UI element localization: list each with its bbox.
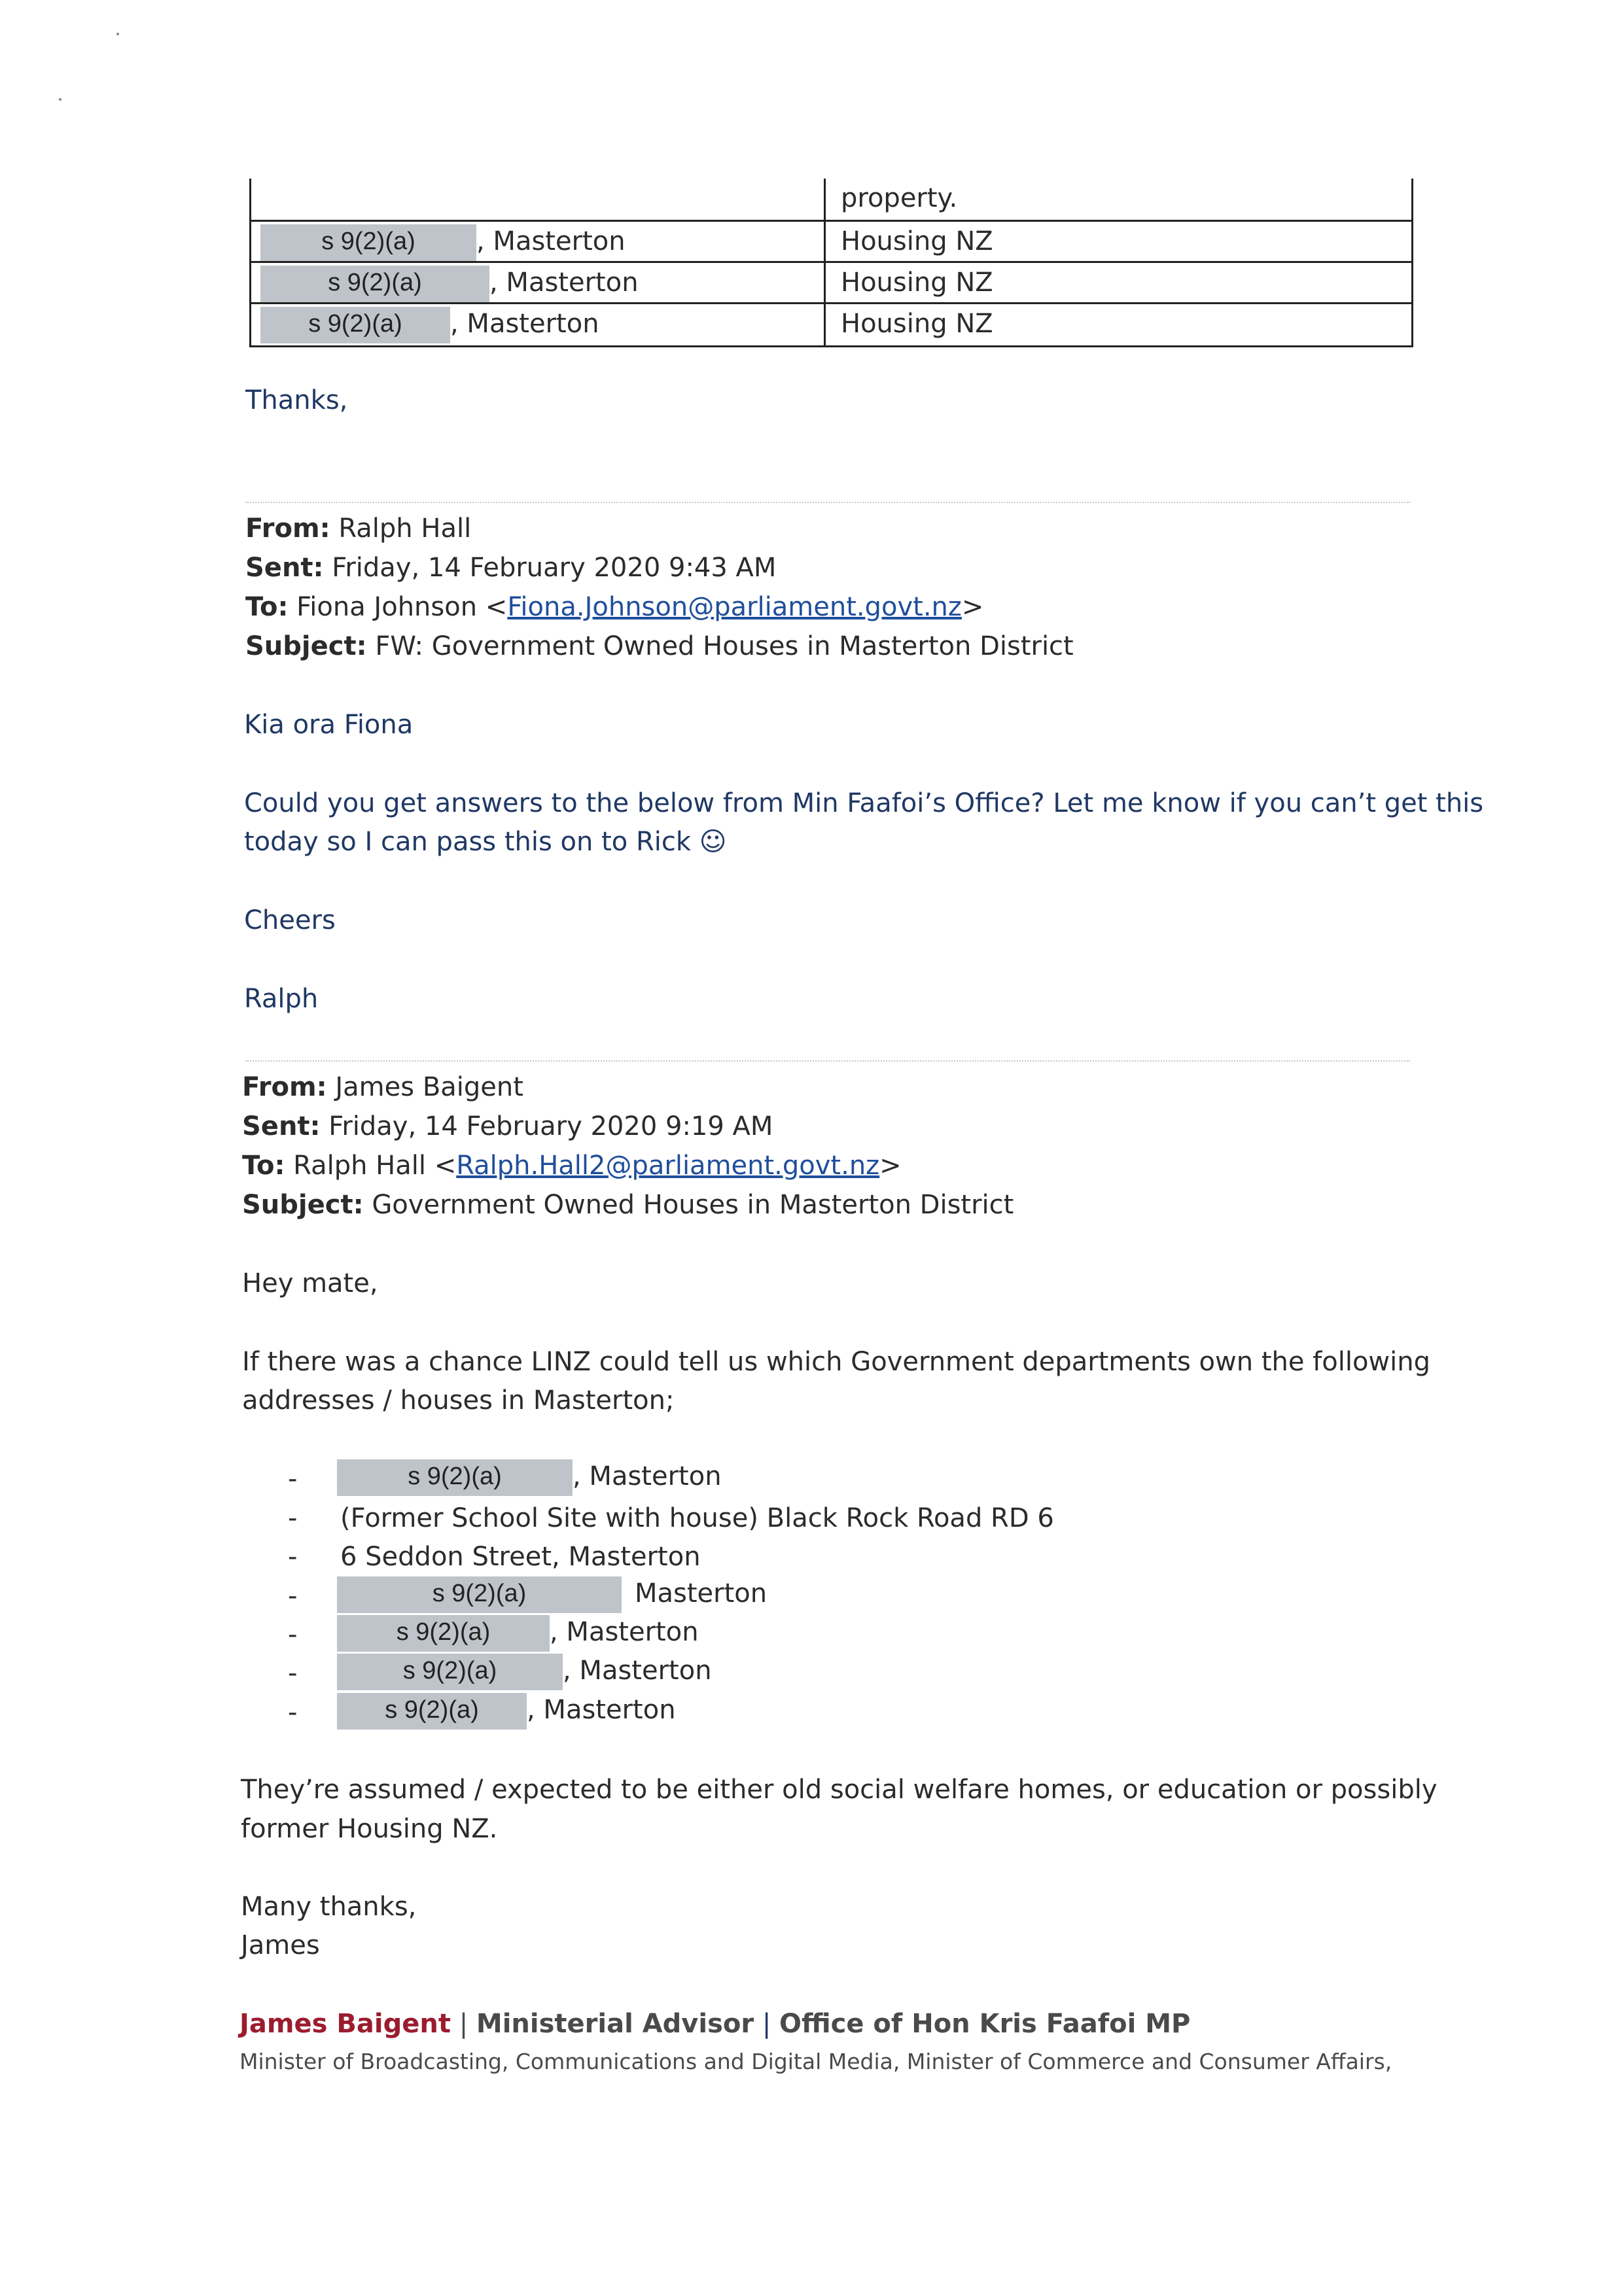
subject-label: Subject: [245,631,367,661]
sent-value: Friday, 14 February 2020 9:43 AM [332,553,777,583]
addresses-table [249,179,1413,347]
signature-divider: | [762,2009,771,2039]
table-cell-address [260,263,639,302]
subject-value: Government Owned Houses in Masterton District [372,1190,1014,1220]
redaction-box: s 9(2)(a) [337,1615,550,1652]
to-label: To: [245,592,289,622]
signature-office: Office of Hon Kris Faafoi MP [779,2009,1191,2039]
address-text: , Masterton [527,1695,676,1725]
table-cell-address [260,222,626,261]
address-suffix: , Masterton [450,309,599,339]
redaction-box: s 9(2)(a) [337,1459,573,1496]
address-suffix: , Masterton [489,268,639,298]
redaction-box: s 9(2)(a) [260,307,450,343]
table-cell-owner: Housing NZ [841,226,993,256]
list-bullet: - [288,1464,298,1494]
to-close: > [879,1151,902,1181]
from-value: Ralph Hall [338,513,472,544]
email1-signoff: Ralph [244,984,319,1014]
signature-role: Ministerial Advisor [476,2009,754,2039]
from-label: From: [245,513,330,544]
sent-label: Sent: [242,1111,321,1141]
list-bullet: - [288,1658,298,1688]
address-text: , Masterton [563,1656,712,1686]
list-item [337,1457,722,1496]
email2-thanks: Many thanks, [241,1892,417,1922]
email1-sent-row [245,548,776,587]
list-bullet: - [288,1620,298,1650]
address-text: , Masterton [573,1461,722,1491]
sent-label: Sent: [245,553,324,583]
email1-body-line: today so I can pass this on to Rick ☺ [244,827,727,857]
scan-speck [116,33,119,35]
email2-from-row [242,1068,523,1107]
email-separator [245,502,1410,503]
list-item: 6 Seddon Street, Masterton [340,1542,701,1572]
to-name: Fiona Johnson < [296,592,508,622]
to-name: Ralph Hall < [293,1151,457,1181]
email2-paragraph-line: former Housing NZ. [241,1814,498,1844]
list-item: (Former School Site with house) Black Rock Road RD 6 [340,1503,1054,1533]
email2-sent-row [242,1107,773,1146]
table-cell-address [260,304,599,343]
email1-body-line: Could you get answers to the below from Min Faafoi’s Office? Let me know if you can’t get this [244,788,1484,818]
email2-body-line: If there was a chance LINZ could tell us which Government departments own the following [242,1347,1430,1377]
email-signature [239,2004,1190,2044]
email2-to-row [242,1146,902,1185]
email2-paragraph-line: They’re assumed / expected to be either old social welfare homes, or education or possibly [241,1775,1438,1805]
email1-from-row [245,509,471,548]
email2-name: James [241,1930,320,1960]
list-item [337,1612,699,1652]
table-cell-owner: Housing NZ [841,268,993,298]
list-bullet: - [288,1581,298,1611]
to-email-link[interactable]: Ralph.Hall2@parliament.govt.nz [456,1151,880,1181]
signature-portfolios: Minister of Broadcasting, Communications and Digital Media, Minister of Commerce and Consumer Affairs, [239,2049,1392,2074]
sent-value: Friday, 14 February 2020 9:19 AM [328,1111,773,1141]
email1-subject-row [245,627,1074,666]
email1-greeting: Kia ora Fiona [244,710,414,740]
email2-body-line: addresses / houses in Masterton; [242,1385,675,1416]
from-value: James Baigent [335,1072,523,1102]
address-text: , Masterton [550,1617,699,1647]
redaction-box: s 9(2)(a) [337,1576,622,1613]
signature-name: James Baigent [239,2009,451,2039]
address-suffix: , Masterton [476,226,626,256]
table-cell-owner: property. [841,183,958,213]
redaction-box: s 9(2)(a) [337,1693,527,1730]
list-bullet: - [288,1542,298,1572]
address-text: Masterton [635,1578,768,1609]
list-bullet: - [288,1697,298,1728]
list-bullet: - [288,1503,298,1533]
signature-divider: | [459,2009,468,2039]
redaction-box: s 9(2)(a) [260,224,476,261]
scan-speck [59,98,62,101]
list-item [337,1690,676,1730]
from-label: From: [242,1072,327,1102]
list-item [337,1574,767,1613]
table-cell-owner: Housing NZ [841,309,993,339]
list-item [337,1651,712,1690]
to-label: To: [242,1151,285,1181]
to-email-link[interactable]: Fiona.Johnson@parliament.govt.nz [507,592,962,622]
redaction-box: s 9(2)(a) [260,266,489,302]
subject-label: Subject: [242,1190,364,1220]
to-close: > [961,592,984,622]
email-separator [245,1060,1410,1062]
email2-greeting: Hey mate, [242,1268,378,1298]
email1-to-row [245,587,983,627]
email1-closing: Cheers [244,905,336,935]
subject-value: FW: Government Owned Houses in Masterton District [375,631,1074,661]
email2-subject-row [242,1185,1014,1225]
thanks-text: Thanks, [245,385,348,415]
redaction-box: s 9(2)(a) [337,1654,563,1690]
